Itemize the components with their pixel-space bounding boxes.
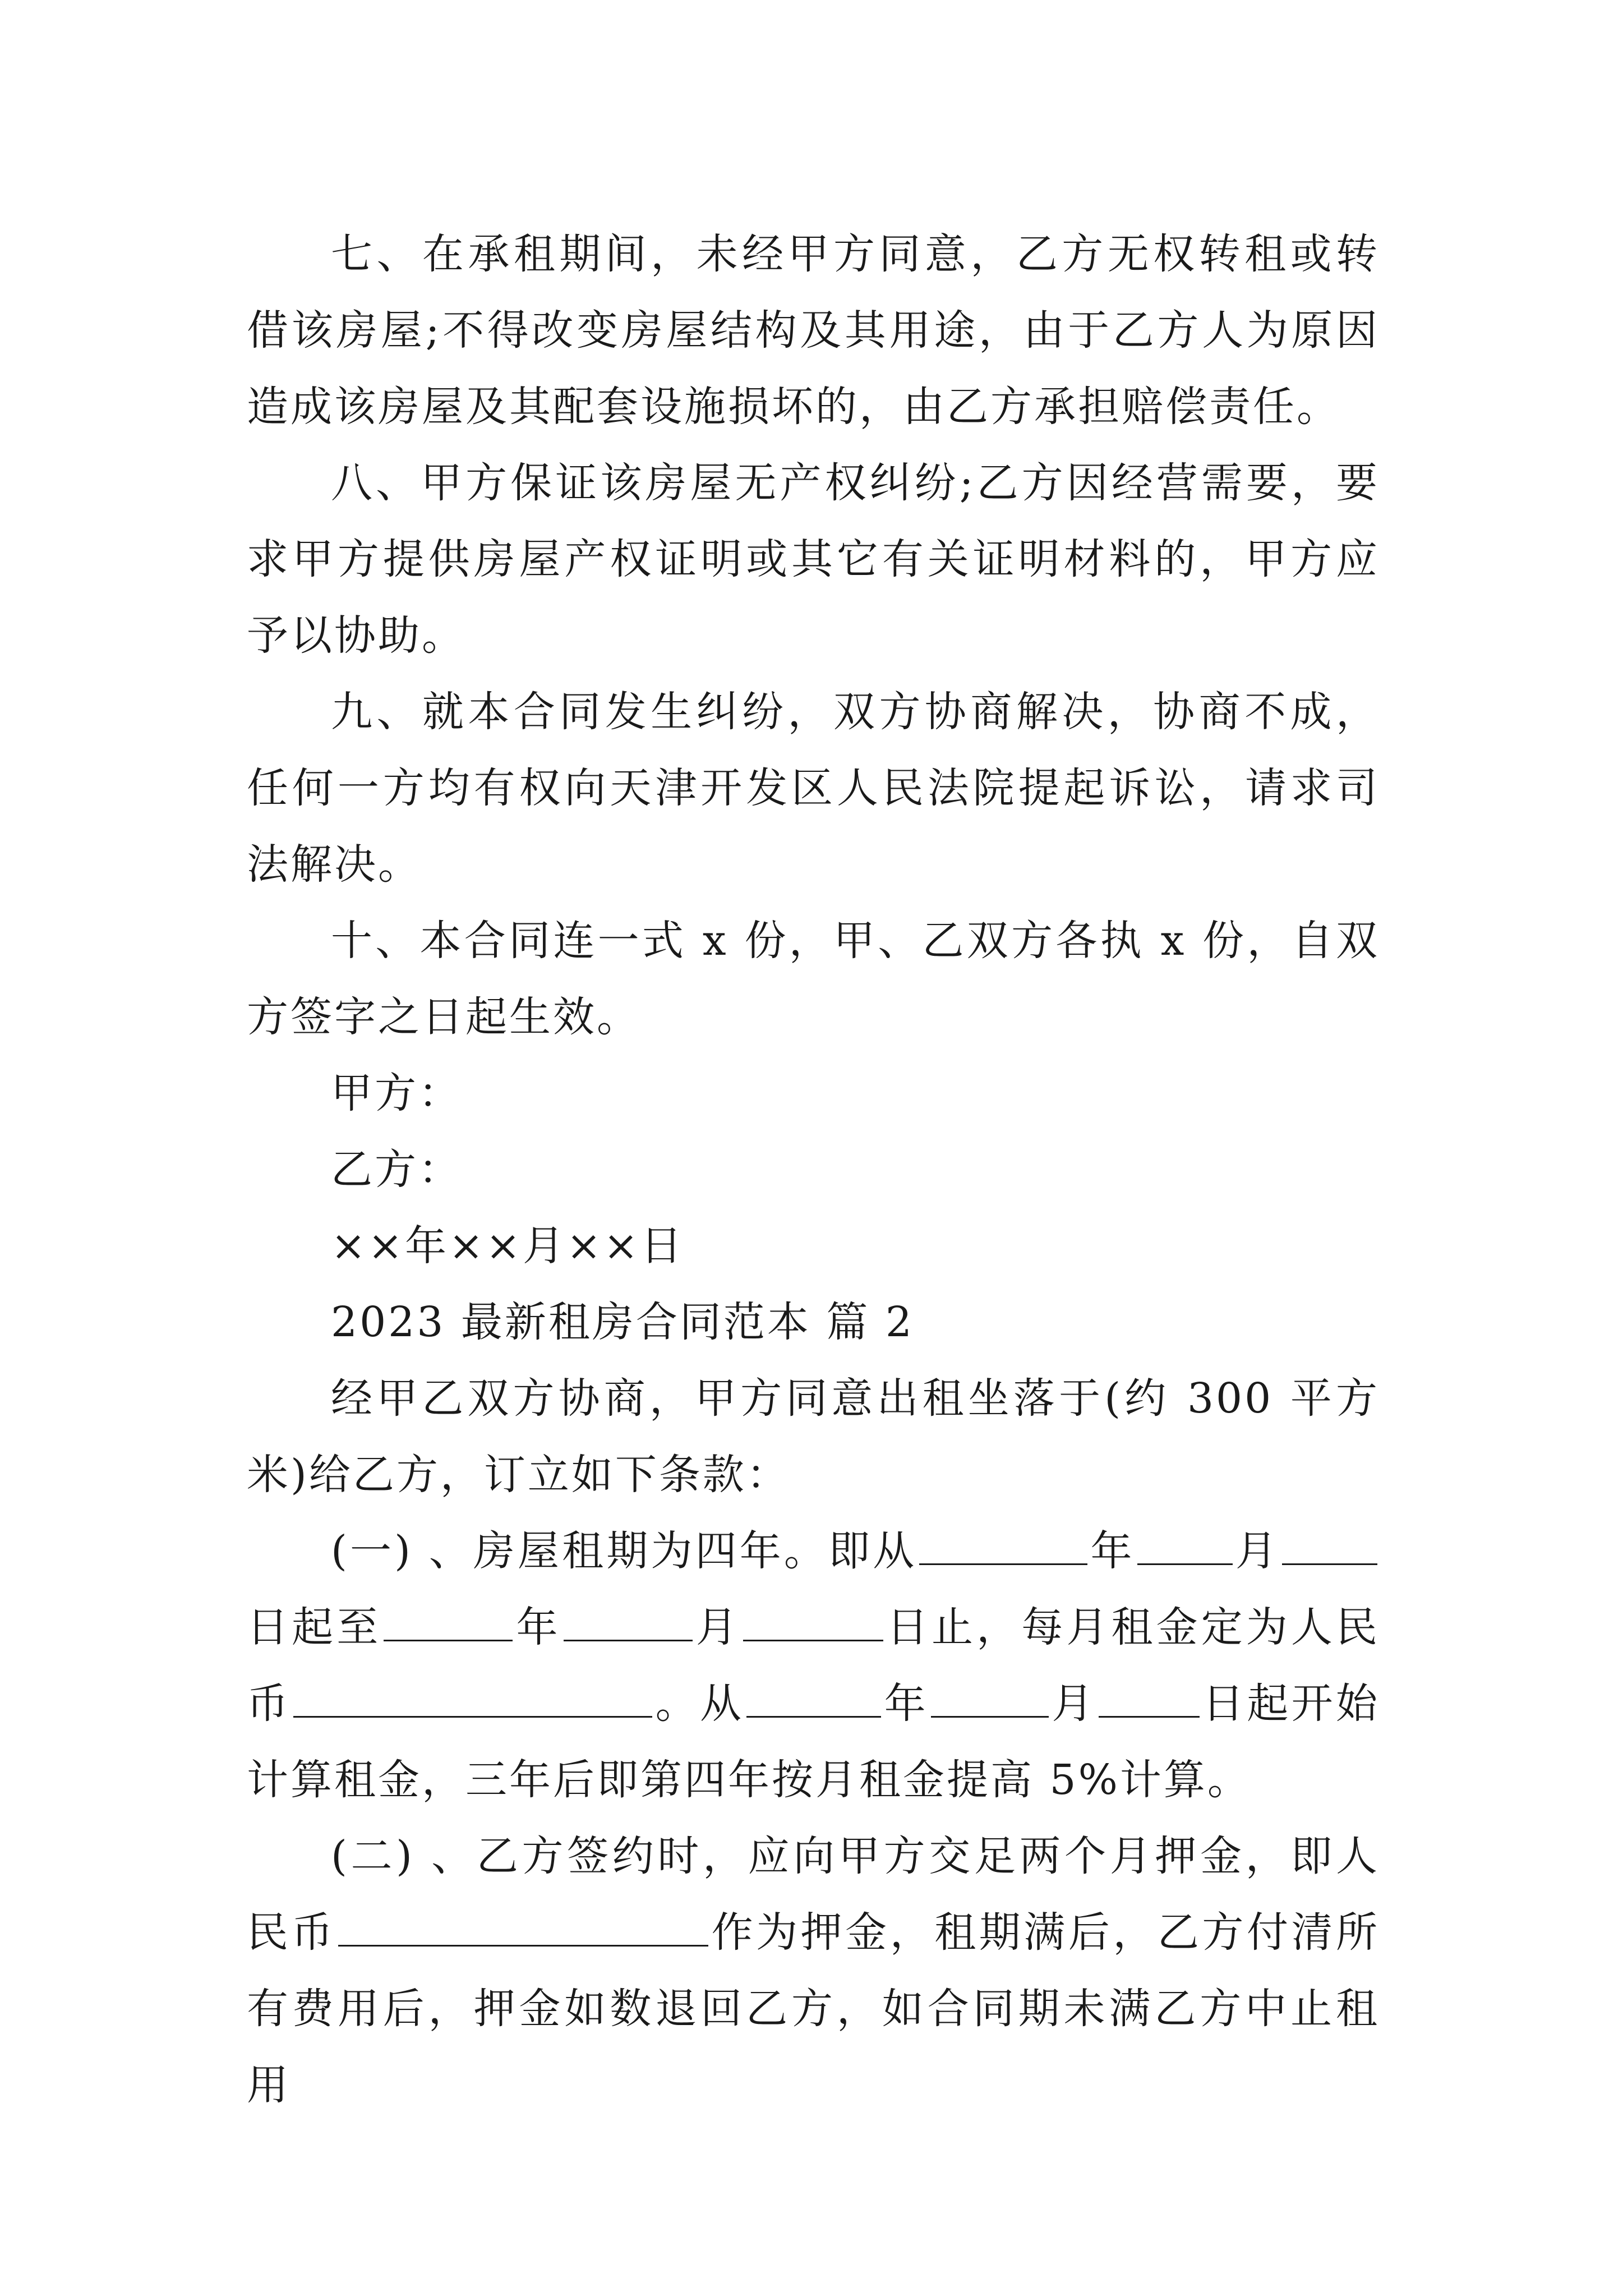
term-1-text-e: 年 xyxy=(515,1603,561,1651)
term-1-text-k: 日起开始计算租金，三年后即第四年按月租金提高 5%计算。 xyxy=(247,1680,1380,1804)
clause-10: 十、本合同连一式 x 份，甲、乙双方各执 x 份，自双方签字之日起生效。 xyxy=(247,917,1380,1041)
term-1-text-d: 日起至 xyxy=(247,1603,382,1651)
blank-end-day xyxy=(743,1600,883,1641)
term-2 xyxy=(247,1818,1380,2123)
blank-rent-day xyxy=(1099,1677,1200,1718)
term-1-text-j: 月 xyxy=(1051,1680,1096,1728)
party-b-signature: 乙方： xyxy=(331,1145,462,1194)
blank-rent-month xyxy=(931,1677,1049,1718)
clause-9: 九、就本合同发生纠纷，双方协商解决，协商不成，任何一方均有权向天津开发区人民法院提起诉讼，请求司法解决。 xyxy=(247,688,1380,889)
section-title: 2023 最新租房合同范本 篇 2 xyxy=(331,1298,914,1346)
blank-end-year xyxy=(384,1600,513,1641)
blank-start-day xyxy=(1282,1524,1377,1565)
term-2-text-b: 作为押金，租期满后，乙方付清所有费用后，押金如数退回乙方，如合同期未满乙方中止租用 xyxy=(247,1908,1380,2109)
term-2-text-a: (二) 、乙方签约时，应向甲方交足两个月押金，即人民币 xyxy=(247,1832,1380,1957)
term-1-text-f: 月 xyxy=(694,1603,741,1651)
term-1-text-i: 年 xyxy=(883,1680,929,1728)
blank-end-month xyxy=(564,1600,693,1641)
term-1-text-a: (一) 、房屋租期为四年。即从 xyxy=(331,1527,917,1575)
party-a-signature: 甲方： xyxy=(331,1069,462,1117)
term-1-text-h: 。从 xyxy=(654,1680,745,1728)
signing-date: ××年××月××日 xyxy=(331,1222,685,1270)
clause-7: 七、在承租期间，未经甲方同意，乙方无权转租或转借该房屋;不得改变房屋结构及其用途，由于乙方人为原因造成该房屋及其配套设施损坏的，由乙方承担赔偿责任。 xyxy=(247,230,1380,431)
contract-intro: 经甲乙双方协商，甲方同意出租坐落于(约 300 平方米)给乙方，订立如下条款： xyxy=(247,1374,1380,1499)
clause-8: 八、甲方保证该房屋无产权纠纷;乙方因经营需要，要求甲方提供房屋产权证明或其它有关证明材料的，甲方应予以协助。 xyxy=(247,459,1380,660)
blank-start-month xyxy=(1137,1524,1233,1565)
term-1 xyxy=(247,1513,1380,1818)
blank-deposit-amount xyxy=(338,1906,708,1947)
blank-start-year xyxy=(919,1524,1087,1565)
term-1-text-g: 日止，每月租金定为人民币 xyxy=(247,1603,1380,1728)
term-1-text-b: 年 xyxy=(1090,1527,1135,1575)
blank-monthly-rent xyxy=(293,1677,652,1718)
document-body xyxy=(247,216,1380,2123)
blank-rent-year xyxy=(746,1677,881,1718)
term-1-text-c: 月 xyxy=(1234,1527,1280,1575)
